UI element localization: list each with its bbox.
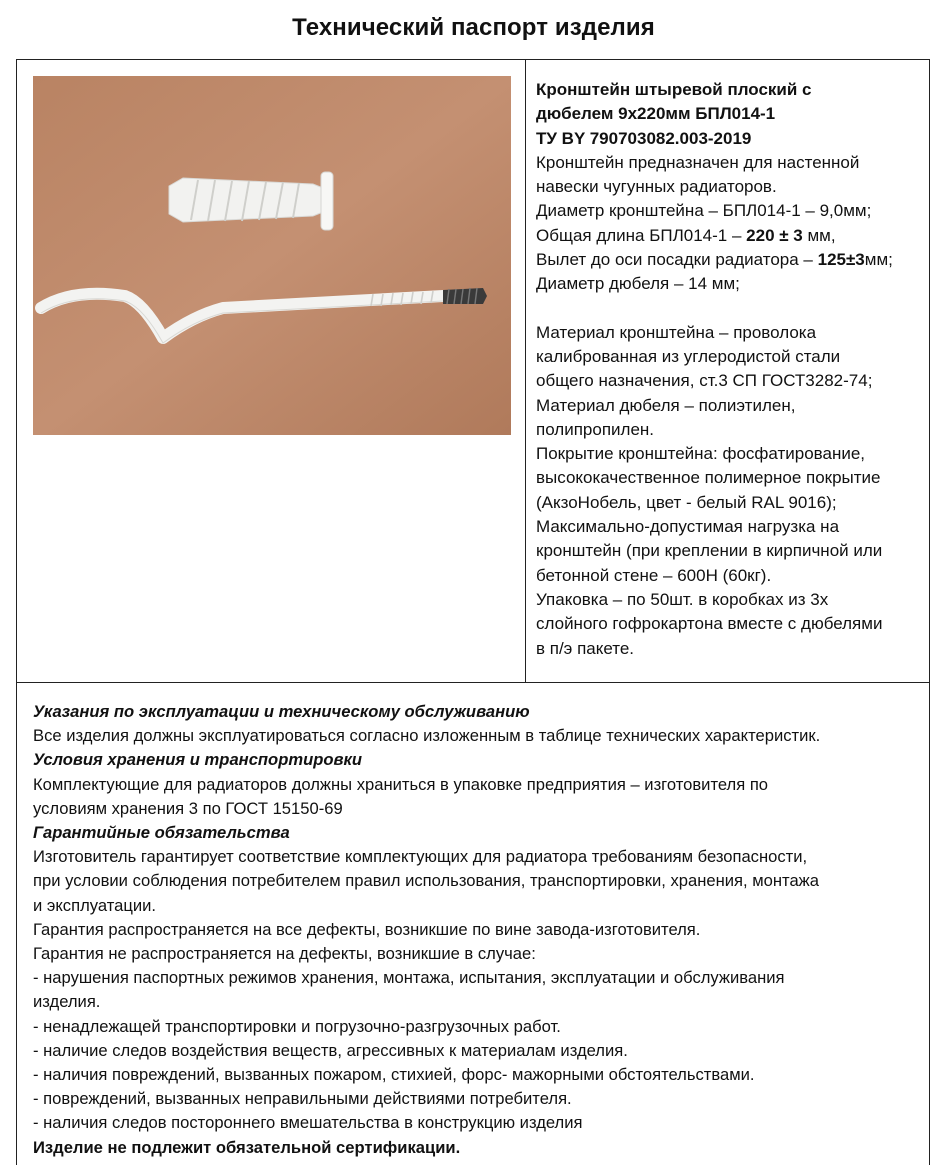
material-line: полипропилен.: [536, 419, 655, 439]
product-name-line-1: Кронштейн штыревой плоский с: [536, 80, 812, 99]
material-line: калиброванная из углеродистой стали: [536, 346, 841, 366]
storage-text: Комплектующие для радиаторов должны храниться в упаковке предприятия – изготовителя по: [33, 774, 769, 794]
material-line: Максимально-допустимая нагрузка на: [536, 517, 840, 537]
document-title: Технический паспорт изделия: [292, 14, 655, 41]
product-name-line-2: дюбелем 9х220мм БПЛ014-1: [536, 104, 776, 124]
certification-note: Изделие не подлежит обязательной сертификации.: [33, 1137, 461, 1157]
offset-value: 125±3: [817, 250, 865, 270]
operation-section: [33, 700, 923, 1160]
warranty-line: Гарантия не распространяется на дефекты, возникшие в случае:: [33, 944, 536, 964]
warranty-line: при условии соблюдения потребителем правил использования, транспортировки, хранения, монтажа: [33, 871, 820, 891]
material-line: Материал дюбеля – полиэтилен,: [536, 395, 796, 415]
warranty-line: Гарантия распространяется на все дефекты, возникшие по вине завода-изготовителя.: [33, 919, 701, 939]
warranty-line: - нарушения паспортных режимов хранения, монтажа, испытания, эксплуатации и обслуживания: [33, 968, 785, 988]
warranty-line: - наличия следов постороннего вмешательства в конструкцию изделия: [33, 1113, 583, 1133]
spec-length: Общая длина БПЛ014-1 – 220 ± 3 мм,: [536, 225, 836, 245]
operation-heading: Указания по эксплуатации и техническому обслуживанию: [33, 702, 530, 721]
column-divider: [525, 59, 526, 682]
material-line: в п/э пакете.: [536, 638, 635, 658]
warranty-line: Изготовитель гарантирует соответствие комплектующих для радиатора требованиям безопасности,: [33, 847, 808, 867]
spec-line: Кронштейн предназначен для настенной: [536, 152, 860, 172]
material-line: общего назначения, ст.3 СП ГОСТ3282-74;: [536, 371, 873, 391]
storage-heading: Условия хранения и транспортировки: [33, 750, 363, 770]
material-line: слойного гофрокартона вместе с дюбелями: [536, 614, 883, 634]
row-divider: [16, 682, 930, 683]
warranty-line: - наличие следов воздействия веществ, агрессивных к материалам изделия.: [33, 1040, 628, 1060]
warranty-line: - наличия повреждений, вызванных пожаром, стихией, форс- мажорными обстоятельствами.: [33, 1065, 755, 1085]
bracket-photo-illustration: [33, 76, 511, 435]
length-value: 220 ± 3: [746, 225, 803, 245]
material-line: бетонной стене – 600Н (60кг).: [536, 565, 772, 585]
operation-text: Все изделия должны эксплуатироваться согласно изложенным в таблице технических характеристик.: [33, 726, 821, 746]
spec-offset: Вылет до оси посадки радиатора – 125±3мм;: [536, 250, 893, 270]
material-line: Материал кронштейна – проволока: [536, 322, 817, 342]
material-line: (АкзоНобель, цвет - белый RAL 9016);: [536, 492, 837, 512]
material-line: высококачественное полимерное покрытие: [536, 468, 881, 488]
spec-line: навески чугунных радиаторов.: [536, 177, 777, 197]
warranty-line: изделия.: [33, 992, 101, 1012]
material-line: кронштейн (при креплении в кирпичной или: [536, 541, 883, 561]
warranty-heading: Гарантийные обязательства: [33, 823, 290, 843]
storage-text: условиям хранения 3 по ГОСТ 15150-69: [33, 798, 343, 818]
material-line: Упаковка – по 50шт. в коробках из 3х: [536, 589, 829, 609]
material-line: Покрытие кронштейна: фосфатирование,: [536, 444, 866, 464]
photo-background: [33, 76, 511, 435]
product-specification: [536, 78, 926, 661]
warranty-line: и эксплуатации.: [33, 895, 157, 915]
warranty-line: - ненадлежащей транспортировки и погрузочно-разгрузочных работ.: [33, 1016, 561, 1036]
product-standard: ТУ BY 790703082.003-2019: [536, 128, 752, 148]
product-photo: [33, 76, 511, 435]
warranty-line: - повреждений, вызванных неправильными действиями потребителя.: [33, 1089, 572, 1109]
spec-dowel-diameter: Диаметр дюбеля – 14 мм;: [536, 274, 740, 294]
spec-line: Диаметр кронштейна – БПЛ014-1 – 9,0мм;: [536, 201, 872, 221]
